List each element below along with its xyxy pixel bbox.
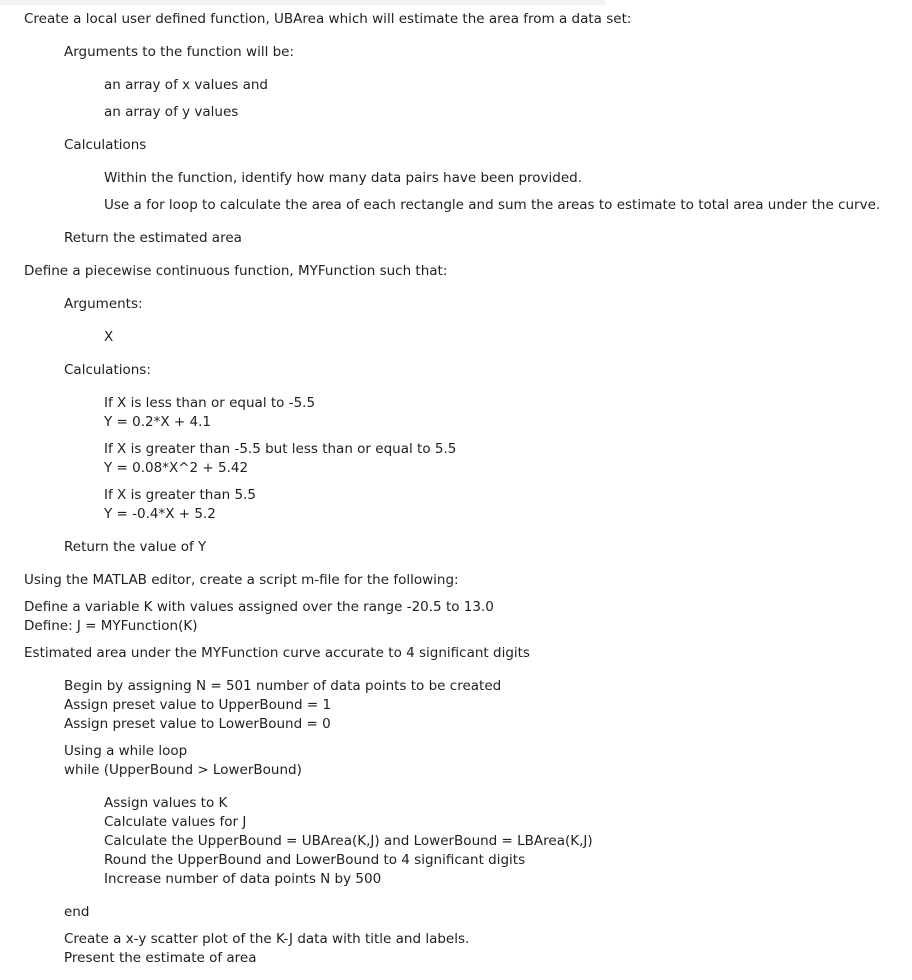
script-assign-upperbound: Assign preset value to UpperBound = 1 — [64, 697, 332, 713]
myfunction-case2-cond: If X is greater than -5.5 but less than or equal to 5.5 — [104, 441, 457, 457]
ubarea-calc-2: Use a for loop to calculate the area of each rectangle and sum the areas to estimate to total area under the curve. — [104, 197, 881, 213]
script-loop-step-4: Round the UpperBound and LowerBound to 4 significant digits — [104, 852, 526, 868]
ubarea-calc-heading: Calculations — [64, 137, 147, 153]
script-loop-step-2: Calculate values for J — [104, 814, 247, 830]
myfunction-case3-expr: Y = -0.4*X + 5.2 — [104, 506, 216, 522]
script-while-cond: while (UpperBound > LowerBound) — [64, 762, 302, 778]
script-define-j: Define: J = MYFunction(K) — [24, 618, 198, 634]
ubarea-arg-x: an array of x values and — [104, 77, 268, 93]
myfunction-return: Return the value of Y — [64, 539, 207, 555]
script-end: end — [64, 904, 90, 920]
script-intro: Using the MATLAB editor, create a script m-file for the following: — [24, 572, 459, 588]
script-assign-lowerbound: Assign preset value to LowerBound = 0 — [64, 716, 331, 732]
top-shade-band — [0, 0, 605, 5]
ubarea-intro: Create a local user defined function, UBArea which will estimate the area from a data set: — [24, 11, 632, 27]
myfunction-case1-expr: Y = 0.2*X + 4.1 — [104, 414, 211, 430]
script-loop-step-5: Increase number of data points N by 500 — [104, 871, 382, 887]
myfunction-args-heading: Arguments: — [64, 296, 143, 312]
myfunction-intro: Define a piecewise continuous function, MYFunction such that: — [24, 263, 448, 279]
myfunction-case3-cond: If X is greater than 5.5 — [104, 487, 256, 503]
script-estimate: Estimated area under the MYFunction curve accurate to 4 significant digits — [24, 645, 530, 661]
ubarea-arg-y: an array of y values — [104, 104, 239, 120]
ubarea-calc-1: Within the function, identify how many data pairs have been provided. — [104, 170, 583, 186]
myfunction-case1-cond: If X is less than or equal to -5.5 — [104, 395, 316, 411]
script-loop-step-1: Assign values to K — [104, 795, 228, 811]
script-begin-n: Begin by assigning N = 501 number of data points to be created — [64, 678, 502, 694]
script-while-intro: Using a while loop — [64, 743, 188, 759]
ubarea-args-heading: Arguments to the function will be: — [64, 44, 295, 60]
myfunction-case2-expr: Y = 0.08*X^2 + 5.42 — [104, 460, 249, 476]
script-present: Present the estimate of area — [64, 950, 257, 966]
myfunction-arg: X — [104, 329, 114, 345]
myfunction-calc-heading: Calculations: — [64, 362, 151, 378]
script-define-k: Define a variable K with values assigned over the range -20.5 to 13.0 — [24, 599, 494, 615]
script-plot: Create a x-y scatter plot of the K-J data with title and labels. — [64, 931, 470, 947]
ubarea-return: Return the estimated area — [64, 230, 242, 246]
script-loop-step-3: Calculate the UpperBound = UBArea(K,J) and LowerBound = LBArea(K,J) — [104, 833, 593, 849]
